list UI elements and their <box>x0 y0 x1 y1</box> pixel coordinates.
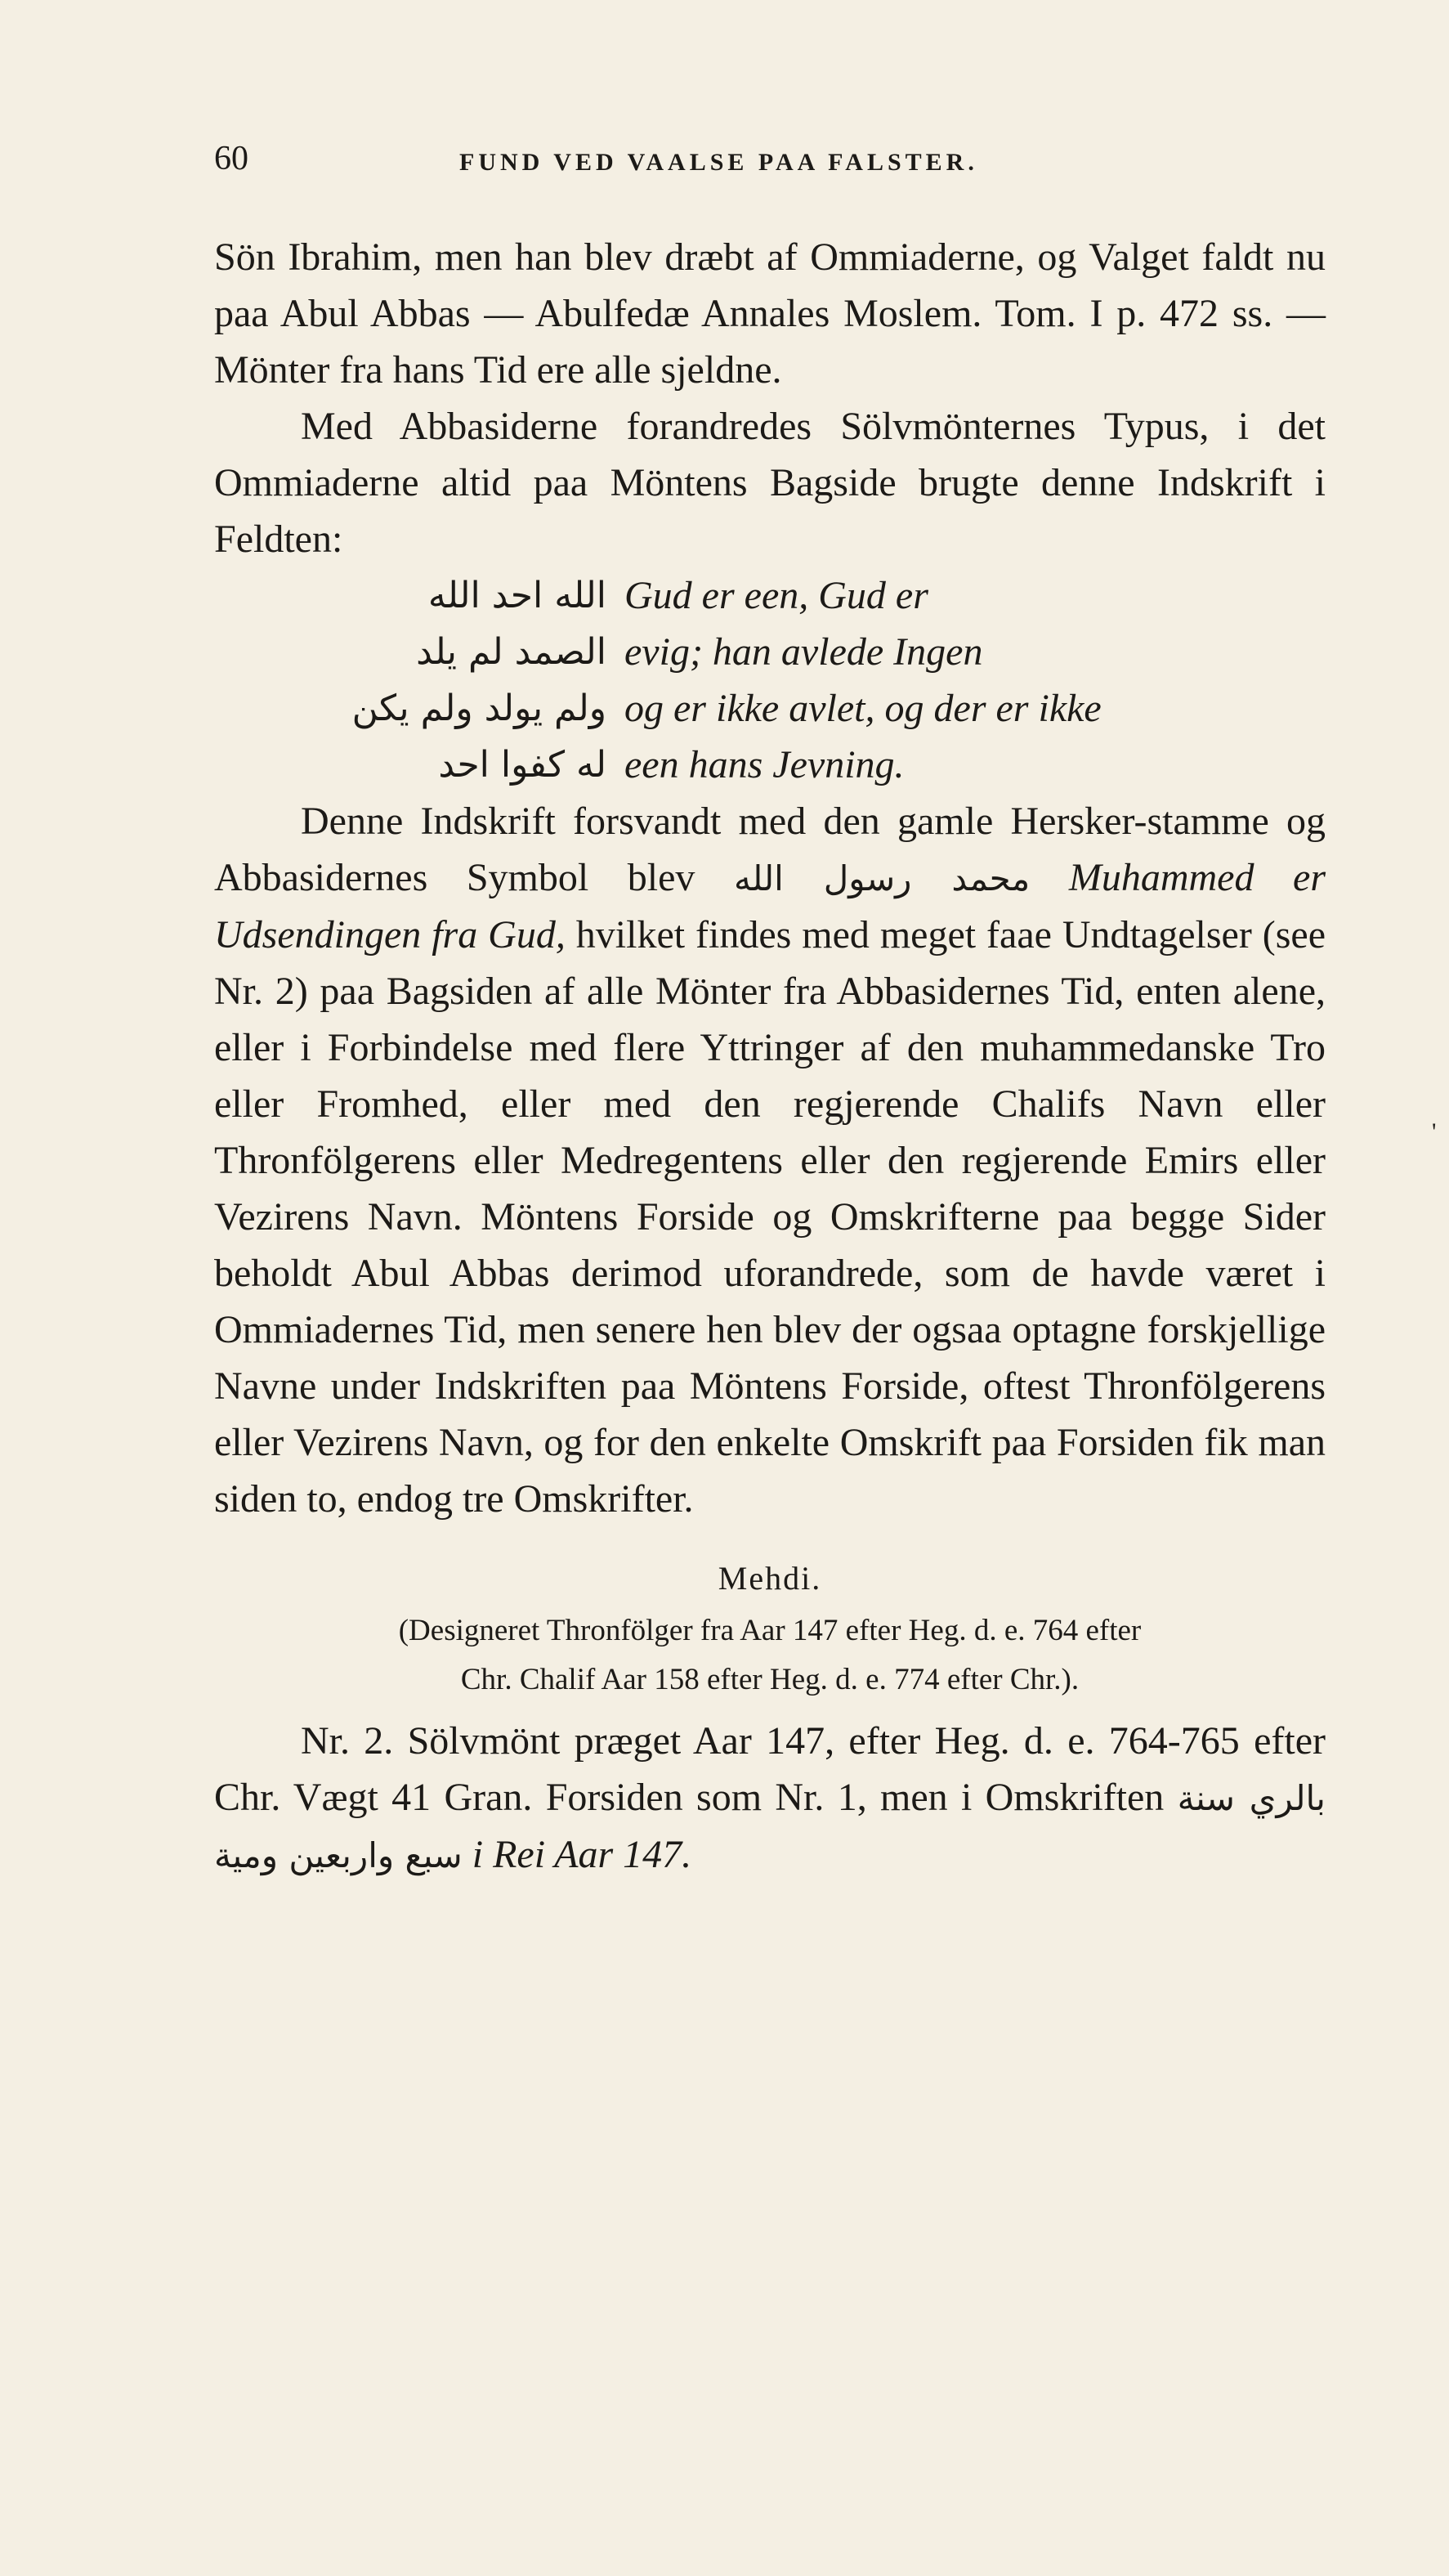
inscription-arabic: ولم يولد ولم يكن <box>351 688 606 729</box>
section-subtitle-line-2: Chr. Chalif Aar 158 efter Heg. d. e. 774 efter Chr.). <box>460 1663 1080 1696</box>
inscription-row <box>214 624 1326 680</box>
p4-text: Nr. 2. Sölvmönt præget Aar 147, efter Heg. d. e. 764-765 efter Chr. Vægt 41 Gran. Forsiden som Nr. 1, men i Omskriften <box>214 1719 1326 1819</box>
paragraph-2: Med Abbasiderne forandredes Sölvmönternes Typus, i det Ommiaderne altid paa Möntens Bagside brugte denne Indskrift i Feldten: <box>214 405 1326 561</box>
inscription-translation: og er ikke avlet, og der er ikke <box>624 687 1102 730</box>
paragraph-1: Sön Ibrahim, men han blev dræbt af Ommiaderne, og Valget faldt nu paa Abul Abbas — Abulfedæ Annales Moslem. Tom. I p. 472 ss. — Mönter fra hans Tid ere alle sjeldne. <box>214 235 1326 392</box>
p4-italic: i Rei Aar 147. <box>472 1833 692 1876</box>
inscription-translation: evig; han avlede Ingen <box>624 630 983 674</box>
inscription-arabic: الله احد الله <box>427 575 606 616</box>
p3-before-arabic: Denne Indskrift forsvandt med den gamle Hersker-stamme og Abbasidernes Symbol blev <box>214 800 1326 899</box>
p4-arabic: بالري سنة سبع واربعين ومية <box>214 1778 1326 1875</box>
inscription-row <box>214 737 1326 793</box>
inscription-row <box>214 567 1326 624</box>
body-text <box>214 229 1326 1884</box>
page-number: 60 <box>214 140 248 177</box>
margin-mark: ' <box>1432 1118 1437 1145</box>
inscription-arabic: الصمد لم يلد <box>416 631 606 673</box>
paragraph-3 <box>214 793 1326 1527</box>
p3-after: hvilket findes med meget faae Undtagelser (see Nr. 2) paa Bagsiden af alle Mönter fra Abbasidernes Tid, enten alene, eller i Forbindelse med flere Yttringer af den muhammedanske Tro eller Fromhed, eller med den regjerende Chalifs Navn eller Thronfölgerens eller Medregentens eller den regjerende Emirs eller Vezirens Navn. Möntens Forside og Omskrifterne paa begge Sider beholdt Abul Abbas derimod uforandrede, som de havde været i Ommiadernes Tid, men senere hen blev der ogsaa optagne forskjellige Navne under Indskriften paa Möntens Forside, oftest Thronfölgerens eller Vezirens Navn, og for den enkelte Omskrift paa Forsiden fik man siden to, endog tre Omskrifter. <box>214 913 1326 1521</box>
inscription-arabic: له كفوا احد <box>438 744 606 786</box>
section-title: Mehdi. <box>718 1560 822 1597</box>
inscription-translation: een hans Jevning. <box>624 743 905 786</box>
inscription-block <box>214 567 1326 793</box>
running-title: FUND VED VAALSE PAA FALSTER. <box>459 149 978 176</box>
inscription-row <box>214 680 1326 737</box>
p3-arabic-symbol: محمد رسول الله <box>733 858 1031 898</box>
p3-italic: Muhammed er Udsendingen fra Gud, <box>214 856 1326 956</box>
section-subtitle <box>214 1606 1326 1705</box>
inscription-translation: Gud er een, Gud er <box>624 574 928 617</box>
section-subtitle-line-1: (Designeret Thronfölger fra Aar 147 efter Heg. d. e. 764 efter <box>398 1614 1142 1647</box>
paragraph-4 <box>214 1713 1326 1884</box>
